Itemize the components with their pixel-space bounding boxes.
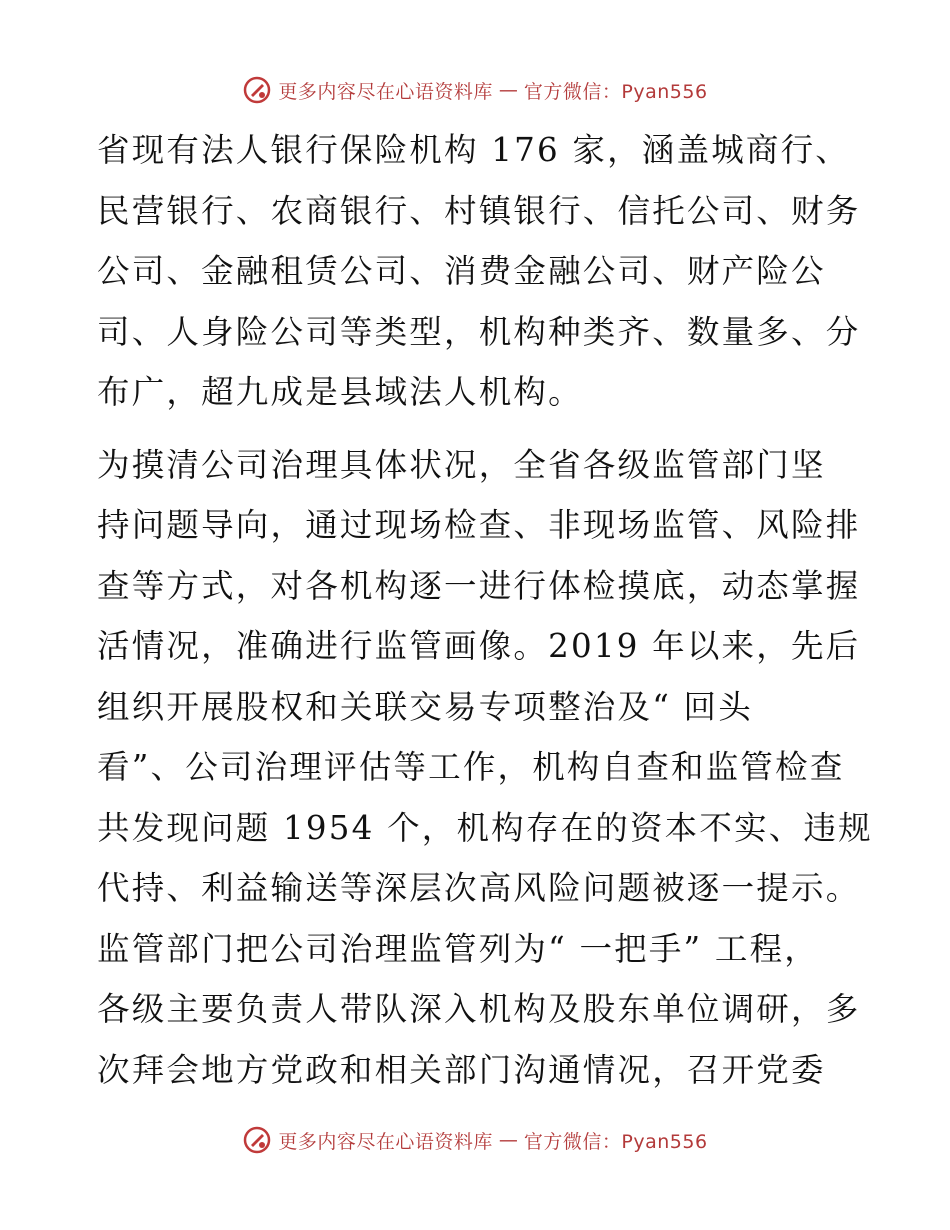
text-line: 查等方式，对各机构逐一进行体检摸底，动态掌握 (97, 566, 861, 605)
text-line: 省现有法人银行保险机构 176 家，涵盖城商行、 (97, 131, 850, 169)
footer-watermark (0, 1122, 950, 1158)
paragraph (97, 435, 873, 1101)
text-line: 民营银行、农商银行、村镇银行、信托公司、财务 (97, 191, 861, 230)
header-watermark (0, 72, 950, 108)
document-body (97, 120, 873, 1100)
watermark-text: 更多内容尽在心语资料库 (278, 1130, 493, 1153)
text-line: 组织开展股权和关联交易专项整治及“ 回头 (97, 687, 753, 726)
paragraph (97, 120, 861, 423)
text-line: 为摸清公司治理具体状况，全省各级监管部门坚 (97, 445, 826, 484)
text-line: 持问题导向，通过现场检查、非现场监管、风险排 (97, 506, 861, 544)
watermark-contact: 官方微信：Pyan556 (523, 1130, 708, 1153)
text-line: 监管部门把公司治理监管列为“ 一把手” 工程， (97, 929, 819, 968)
text-line: 代持、利益输送等深层次高风险问题被逐一提示。 (97, 869, 861, 907)
text-line: 次拜会地方党政和相关部门沟通情况，召开党委 (97, 1050, 826, 1089)
logo-icon (242, 1125, 272, 1155)
logo-icon (242, 75, 272, 105)
watermark-separator: — (498, 79, 518, 101)
text-line: 活情况，准确进行监管画像。2019 年以来，先后 (97, 627, 861, 665)
text-line: 司、人身险公司等类型，机构种类齐、数量多、分 (97, 312, 861, 351)
watermark-contact: 官方微信：Pyan556 (523, 80, 708, 103)
watermark-separator: — (498, 1129, 518, 1151)
text-line: 各级主要负责人带队深入机构及股东单位调研，多 (97, 990, 861, 1028)
text-line: 布广，超九成是县域法人机构。 (97, 373, 583, 411)
text-line: 公司、金融租赁公司、消费金融公司、财产险公 (97, 252, 826, 290)
text-line: 看”、公司治理评估等工作，机构自查和监管检查 (97, 748, 845, 786)
text-line: 共发现问题 1954 个，机构存在的资本不实、违规 (97, 808, 873, 847)
watermark-text: 更多内容尽在心语资料库 (278, 80, 493, 103)
